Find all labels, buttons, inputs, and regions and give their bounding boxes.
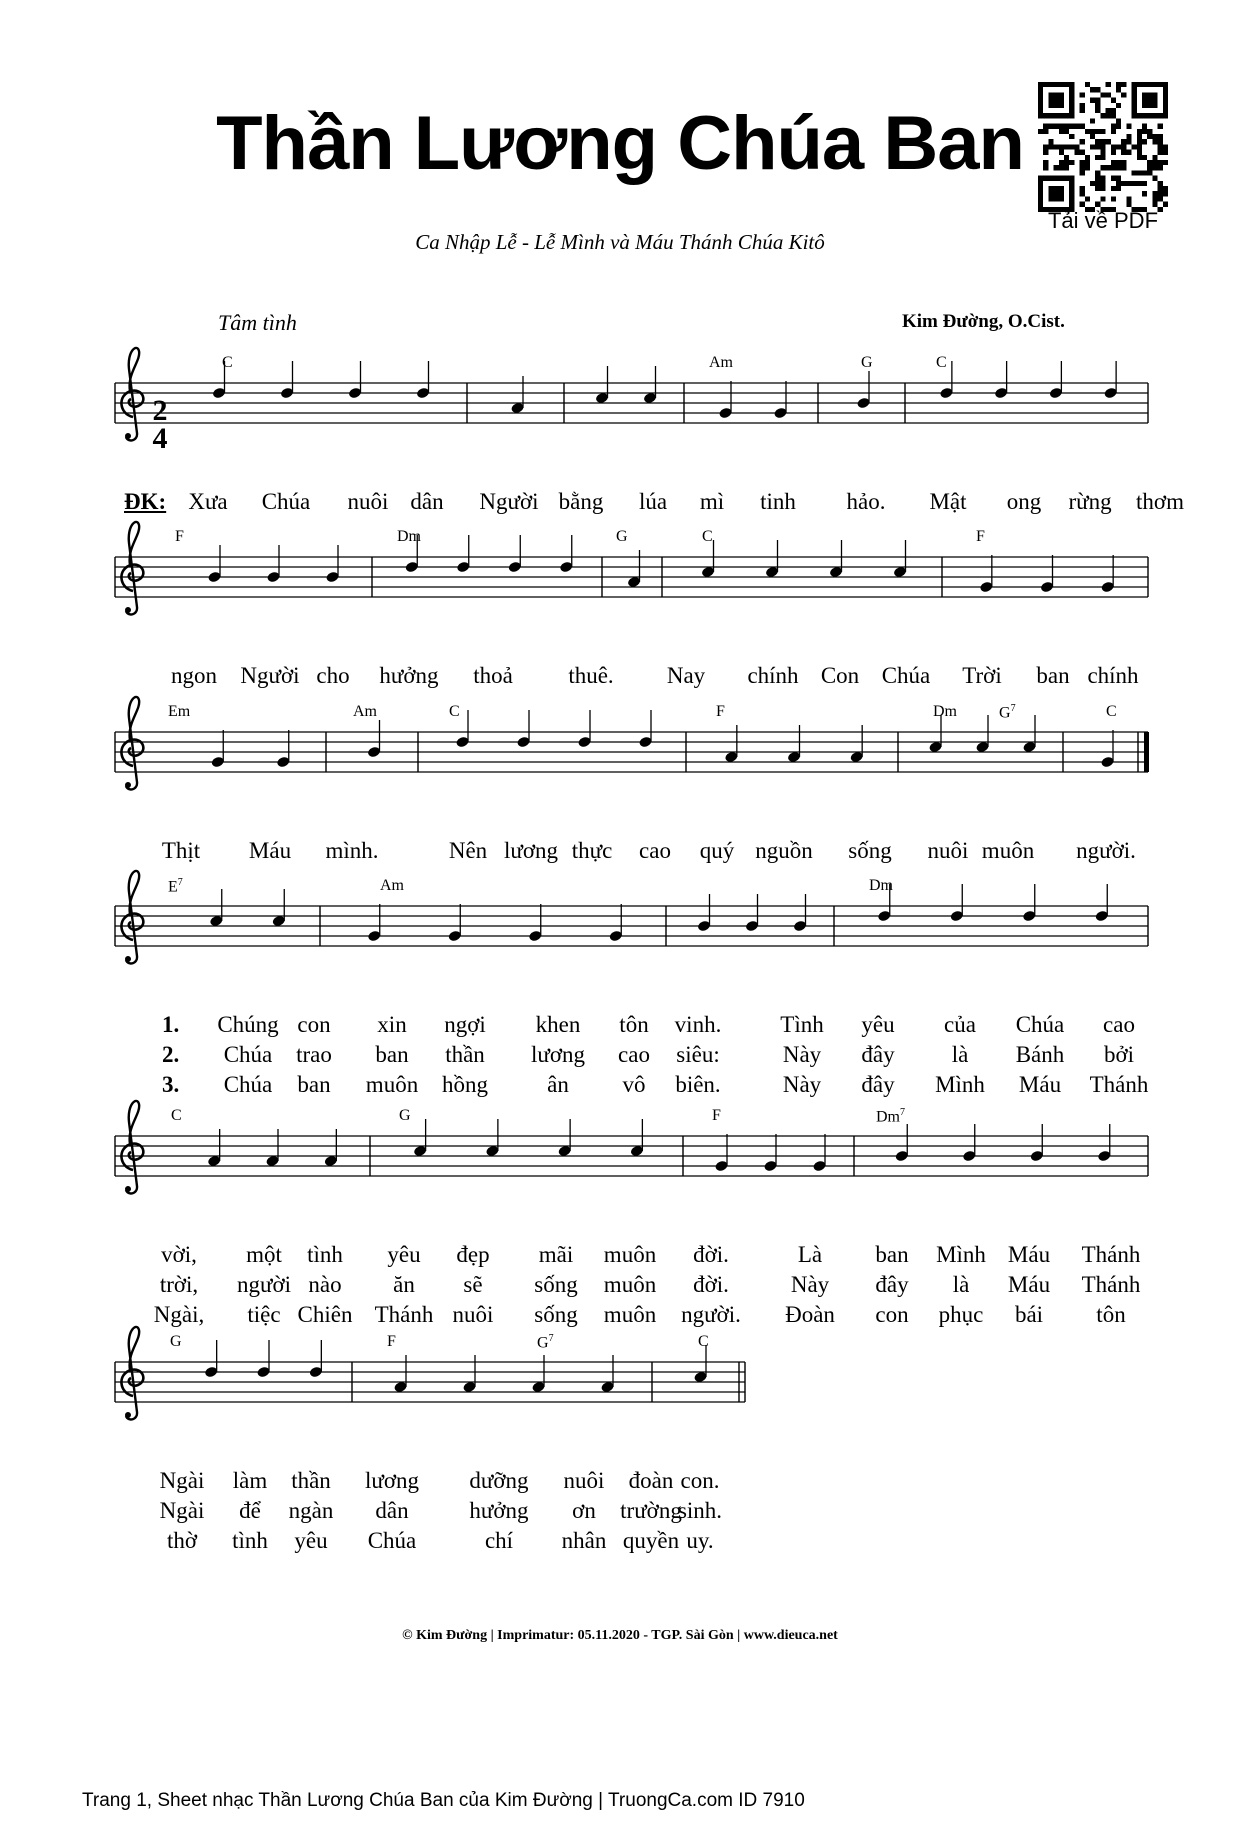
lyric-syllable: trường — [620, 1498, 682, 1523]
lyric-syllable: một — [246, 1242, 282, 1267]
tempo-marking: Tâm tình — [218, 310, 297, 335]
treble-clef-icon — [121, 348, 143, 441]
lyric-syllable: Chúng — [217, 1012, 279, 1037]
lyric-syllable: ban — [1036, 663, 1070, 688]
lyric-syllable: siêu: — [676, 1042, 720, 1067]
lyric-syllable: tôn — [619, 1012, 649, 1037]
chord-symbol: C — [1106, 703, 1117, 720]
chord-symbol: G — [861, 354, 873, 371]
lyric-syllable: Con — [820, 663, 860, 688]
lyric-syllable: muôn — [603, 1242, 657, 1267]
lyric-syllable: Bánh — [1015, 1042, 1065, 1067]
staff-system-1 — [115, 348, 1148, 441]
lyric-syllable: Thánh — [1081, 1242, 1141, 1267]
treble-clef-icon — [121, 1101, 143, 1194]
chord-symbol: $G^7$ — [999, 703, 1016, 722]
lyric-syllable: dưỡng — [469, 1468, 529, 1493]
lyric-syllable: lương — [503, 838, 559, 863]
song-subtitle: Ca Nhập Lễ - Lễ Mình và Máu Thánh Chúa Kitô — [415, 230, 825, 254]
lyric-syllable: Chúa — [223, 1042, 273, 1067]
lyric-syllable: ngàn — [288, 1498, 334, 1523]
lyric-syllable: của — [944, 1012, 976, 1037]
lyric-syllable: Máu — [1018, 1072, 1062, 1097]
chord-symbol: Am — [380, 877, 404, 894]
lyric-syllable: bái — [1014, 1302, 1044, 1327]
lyric-syllable: thần — [445, 1042, 485, 1067]
chord-symbol: Dm$^7$ — [876, 1107, 905, 1126]
lyric-syllable: Mật — [929, 489, 967, 514]
lyric-syllable: chính — [1087, 663, 1139, 688]
lyric-syllable: phục — [938, 1302, 984, 1327]
lyric-syllable: hồng — [442, 1072, 488, 1097]
time-signature — [153, 394, 168, 455]
lyric-syllable: tiệc — [247, 1302, 281, 1327]
chord-symbol: Dm — [397, 528, 421, 545]
lyric-syllable: Này — [790, 1272, 830, 1297]
lyric-syllable: Thánh — [1089, 1072, 1149, 1097]
lyric-syllable: muôn — [365, 1072, 419, 1097]
chord-symbol: C — [222, 354, 233, 371]
lyric-syllable: chí — [484, 1528, 514, 1553]
treble-clef-icon — [121, 522, 143, 615]
lyric-syllable: người — [236, 1272, 292, 1297]
lyric-syllable: Này — [782, 1072, 822, 1097]
lyric-syllable: bởi — [1103, 1042, 1135, 1067]
lyric-syllable: sống — [534, 1272, 578, 1297]
lyric-syllable: hưởng — [379, 663, 439, 688]
lyric-syllable: quý — [699, 838, 735, 863]
lyric-syllable: tình — [232, 1528, 268, 1553]
chord-symbol: F — [175, 528, 184, 545]
lyric-syllable: đây — [875, 1272, 909, 1297]
lyric-syllable: Chúa — [367, 1528, 417, 1553]
chord-symbol: Em — [168, 703, 191, 720]
lyric-syllable: ngợi — [444, 1012, 486, 1037]
lyric-syllable: hưởng — [469, 1498, 529, 1523]
lyric-syllable: lương — [364, 1468, 420, 1493]
lyric-syllable: Tình — [780, 1012, 824, 1037]
lyric-syllable: là — [951, 1042, 969, 1067]
refrain-label: ĐK: — [124, 489, 167, 514]
lyric-syllable: sinh. — [677, 1498, 723, 1523]
lyric-syllable: làm — [232, 1468, 268, 1493]
chord-symbol: G — [616, 528, 628, 545]
lyric-syllable: sẽ — [463, 1272, 483, 1297]
lyric-syllable: Ngài, — [153, 1302, 205, 1327]
lyric-syllable: Người — [479, 489, 539, 514]
lyric-syllable: là — [952, 1272, 970, 1297]
chord-symbol: C — [171, 1107, 182, 1124]
verse-number: 3. — [162, 1072, 180, 1097]
lyric-syllable: con — [875, 1302, 909, 1327]
lyric-syllable: sống — [534, 1302, 578, 1327]
lyric-syllable: Trời — [962, 663, 1002, 688]
lyric-syllable: vô — [622, 1072, 646, 1097]
lyric-syllable: tôn — [1096, 1302, 1126, 1327]
verse-number: 1. — [162, 1012, 180, 1037]
treble-clef-icon — [121, 1327, 143, 1420]
lyric-syllable: Thánh — [1081, 1272, 1141, 1297]
lyric-syllable: đây — [861, 1042, 895, 1067]
chord-symbol: F — [387, 1333, 396, 1350]
lyric-syllable: cao — [1103, 1012, 1135, 1037]
lyric-syllable: Thánh — [374, 1302, 434, 1327]
treble-clef-icon — [121, 697, 143, 790]
lyric-syllable: Mình — [935, 1072, 985, 1097]
lyric-syllable: Máu — [1007, 1242, 1051, 1267]
lyric-syllable: mì — [699, 489, 725, 514]
treble-clef-icon — [121, 871, 143, 964]
chord-symbol: C — [936, 354, 947, 371]
chord-symbol: $E^7$ — [168, 877, 183, 896]
lyric-syllable: nuôi — [927, 838, 969, 863]
lyric-syllable: Mình — [936, 1242, 986, 1267]
staff-system-5 — [115, 1101, 1148, 1194]
staff-system-4 — [115, 871, 1148, 964]
lyric-syllable: nhân — [561, 1528, 607, 1553]
lyric-syllable: ban — [875, 1242, 909, 1267]
lyric-syllable: con. — [680, 1468, 720, 1493]
lyric-syllable: thần — [291, 1468, 331, 1493]
lyric-syllable: cao — [618, 1042, 650, 1067]
lyric-syllable: dân — [410, 489, 444, 514]
lyric-syllable: ân — [547, 1072, 569, 1097]
lyric-syllable: yêu — [861, 1012, 895, 1037]
lyric-syllable: Chúa — [223, 1072, 273, 1097]
lyric-syllable: Máu — [1007, 1272, 1051, 1297]
lyric-syllable: thơm — [1136, 489, 1184, 514]
composer-credit: Kim Đường, O.Cist. — [902, 311, 1065, 332]
chord-symbol: F — [976, 528, 985, 545]
time-signature-top: 2 — [152, 394, 168, 427]
lyric-syllable: muôn — [603, 1272, 657, 1297]
chord-symbol: Am — [709, 354, 733, 371]
time-signature-bottom: 4 — [152, 422, 168, 455]
lyric-syllable: thực — [571, 838, 613, 863]
lyric-syllable: Xưa — [188, 489, 228, 514]
lyric-syllable: quyền — [622, 1528, 680, 1553]
lyric-syllable: vời, — [161, 1242, 197, 1267]
lyric-syllable: lương — [530, 1042, 586, 1067]
lyric-syllable: Máu — [248, 838, 292, 863]
lyric-syllable: vinh. — [674, 1012, 722, 1037]
lyric-syllable: trao — [296, 1042, 332, 1067]
lyric-syllable: Chúa — [261, 489, 311, 514]
lyric-syllable: mãi — [538, 1242, 574, 1267]
chord-symbol: G — [170, 1333, 182, 1350]
song-title: Thần Lương Chúa Ban — [216, 101, 1024, 186]
lyric-syllable: đây — [861, 1072, 895, 1097]
final-bar-line — [1144, 732, 1149, 772]
lyric-syllable: rừng — [1068, 489, 1112, 514]
lyric-syllable: ban — [375, 1042, 409, 1067]
lyric-syllable: nguồn — [755, 838, 813, 863]
lyric-syllable: Ngài — [159, 1498, 205, 1523]
chord-symbol: F — [712, 1107, 721, 1124]
staff-system-2 — [115, 522, 1148, 615]
lyric-syllable: Thịt — [161, 838, 201, 863]
lyric-syllable: cao — [639, 838, 671, 863]
copyright-footer: © Kim Đường | Imprimatur: 05.11.2020 - TGP. Sài Gòn | www.dieuca.net — [402, 1628, 838, 1643]
lyric-syllable: người. — [1076, 838, 1136, 863]
lyric-syllable: xin — [377, 1012, 407, 1037]
lyric-syllable: đời. — [693, 1272, 729, 1297]
lyric-syllable: người. — [681, 1302, 741, 1327]
lyric-syllable: khen — [535, 1012, 581, 1037]
chord-symbol: Am — [353, 703, 377, 720]
chord-symbol: C — [702, 528, 713, 545]
lyric-syllable: nuôi — [563, 1468, 605, 1493]
lyric-syllable: hảo. — [846, 489, 886, 514]
lyric-syllable: muôn — [603, 1302, 657, 1327]
chord-symbol: C — [698, 1333, 709, 1350]
lyric-syllable: nuôi — [347, 489, 389, 514]
lyric-syllable: ban — [297, 1072, 331, 1097]
lyric-syllable: Người — [240, 663, 300, 688]
chord-symbol: Dm — [869, 877, 893, 894]
chord-symbol: $G^7$ — [537, 1333, 554, 1352]
lyric-syllable: con — [297, 1012, 331, 1037]
lyric-syllable: yêu — [294, 1528, 328, 1553]
lyric-syllable: yêu — [387, 1242, 421, 1267]
lyric-syllable: tinh — [760, 489, 796, 514]
lyric-syllable: cho — [316, 663, 350, 688]
lyric-syllable: Là — [797, 1242, 823, 1267]
chord-symbol: Dm — [933, 703, 957, 720]
lyric-syllable: nuôi — [452, 1302, 494, 1327]
lyric-syllable: Chúa — [881, 663, 931, 688]
lyric-syllable: Nay — [666, 663, 706, 688]
lyric-syllable: uy. — [686, 1528, 714, 1553]
download-pdf-link[interactable]: Tải về PDF — [1047, 208, 1159, 233]
lyric-syllable: ơn — [572, 1498, 596, 1523]
lyric-syllable: lúa — [638, 489, 668, 514]
lyric-syllable: thuê. — [568, 663, 614, 688]
lyric-syllable: Ngài — [159, 1468, 205, 1493]
lyric-syllable: trời, — [159, 1272, 199, 1297]
lyric-syllable: chính — [747, 663, 799, 688]
lyric-syllable: thờ — [166, 1528, 198, 1553]
chord-symbol: F — [716, 703, 725, 720]
lyric-syllable: bằng — [558, 489, 604, 514]
page-caption: Trang 1, Sheet nhạc Thần Lương Chúa Ban của Kim Đường | TruongCa.com ID 7910 — [82, 1790, 805, 1811]
lyric-syllable: biên. — [675, 1072, 721, 1097]
lyric-syllable: Chiên — [297, 1302, 353, 1327]
lyric-syllable: tình — [307, 1242, 343, 1267]
lyric-syllable: dân — [375, 1498, 409, 1523]
chord-symbol: C — [449, 703, 460, 720]
lyric-syllable: đoàn — [628, 1468, 674, 1493]
lyric-syllable: Đoàn — [785, 1302, 835, 1327]
staff-system-3 — [115, 697, 1149, 790]
lyric-syllable: nào — [308, 1272, 342, 1297]
lyric-syllable: đời. — [693, 1242, 729, 1267]
lyric-syllable: để — [239, 1498, 261, 1523]
staff-system-6 — [115, 1327, 745, 1420]
lyric-syllable: Này — [782, 1042, 822, 1067]
lyric-syllable: sống — [848, 838, 892, 863]
lyric-syllable: muôn — [981, 838, 1035, 863]
verse-number: 2. — [162, 1042, 180, 1067]
chord-symbol: G — [399, 1107, 411, 1124]
lyric-syllable: đẹp — [456, 1242, 490, 1267]
lyric-syllable: Chúa — [1015, 1012, 1065, 1037]
lyric-syllable: Nên — [448, 838, 488, 863]
lyric-syllable: mình. — [325, 838, 379, 863]
lyric-syllable: ăn — [393, 1272, 415, 1297]
lyric-syllable: thoả — [473, 663, 513, 688]
lyric-syllable: ngon — [171, 663, 217, 688]
lyric-syllable: ong — [1006, 489, 1042, 514]
